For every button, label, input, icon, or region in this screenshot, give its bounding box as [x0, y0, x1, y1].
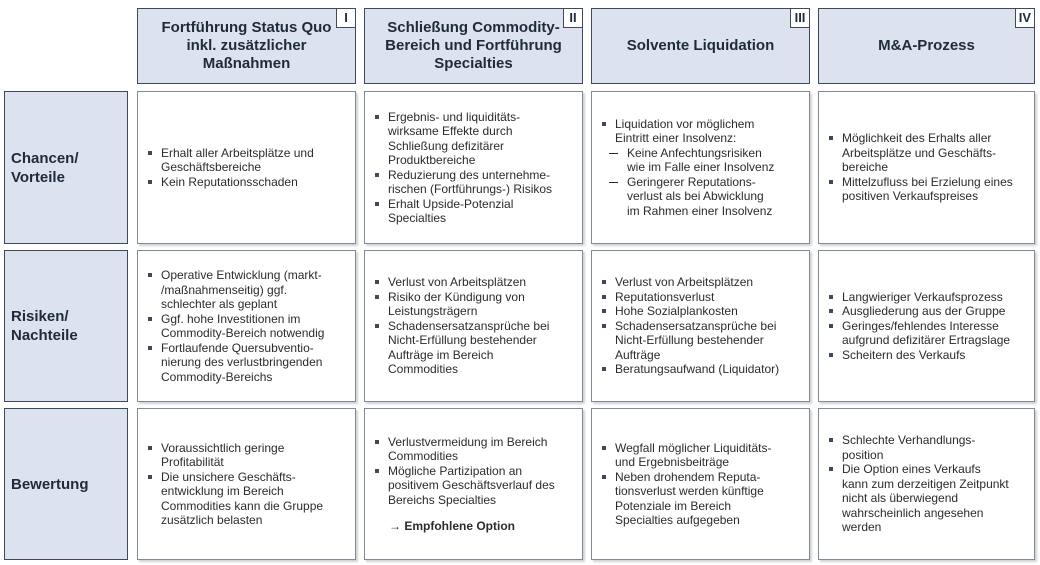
- option-number-badge: IV: [1015, 8, 1035, 28]
- bullet-item: Möglichkeit des Erhalts aller Arbeitsplätze und Geschäfts- bereiche: [827, 131, 1024, 175]
- bullet-item: Verlustvermeidung im Bereich Commodities: [373, 435, 572, 464]
- bullet-item: Mittelzufluss bei Erzielung eines positiven Verkaufspreises: [827, 175, 1024, 204]
- bullet-list: [600, 441, 799, 528]
- column-header-title: Solvente Liquidation: [626, 37, 775, 54]
- bullet-item: Die Option eines Verkaufs kann zum derzeitigen Zeitpunkt nicht als überwiegend wahrscheinlich angesehen werden: [827, 462, 1024, 535]
- bullet-item: Schlechte Verhandlungs- position: [827, 433, 1024, 462]
- bullet-item: Scheitern des Verkaufs: [827, 348, 1024, 363]
- bullet-item: Operative Entwicklung (markt- /maßnahmenseitig) ggf. schlechter als geplant: [146, 268, 345, 312]
- bullet-list: [827, 433, 1024, 535]
- option-number-badge: I: [336, 8, 356, 28]
- bullet-list: [600, 117, 799, 146]
- recommended-option-label: → Empfohlene Option: [389, 519, 515, 533]
- bullet-item: Voraussichtlich geringe Profitabilität: [146, 441, 345, 470]
- cell-bewertung-closure: [364, 408, 583, 560]
- bullet-item: Kein Reputationsschaden: [146, 175, 345, 190]
- bullet-item: Die unsichere Geschäfts- entwicklung im Bereich Commodities kann die Gruppe zusätzlich belasten: [146, 470, 345, 528]
- bullet-item: Risiko der Kündigung von Leistungsträgern: [373, 290, 572, 319]
- bullet-item: Langwieriger Verkaufsprozess: [827, 290, 1024, 305]
- bullet-list: [827, 290, 1024, 363]
- cell-risiken-ma: [818, 250, 1035, 402]
- row-label-bewertung: Bewertung: [4, 408, 128, 560]
- column-header-solvent-liquidation: [591, 8, 810, 84]
- bullet-item: Reputationsverlust: [600, 290, 799, 305]
- sub-bullet-list: [600, 146, 799, 219]
- column-header-title: Schließung Commodity- Bereich und Fortführung Specialties: [385, 19, 562, 72]
- bullet-item: Mögliche Partizipation an positivem Geschäftsverlauf des Bereichs Specialties: [373, 464, 572, 508]
- sub-bullet-item: Keine Anfechtungsrisiken wie im Falle einer Insolvenz: [600, 146, 799, 175]
- cell-risiken-status-quo: [137, 250, 356, 402]
- bullet-list: [600, 275, 799, 377]
- cell-chancen-status-quo: [137, 91, 356, 244]
- bullet-item: Liquidation vor möglichem Eintritt einer Insolvenz:: [600, 117, 799, 146]
- bullet-list: [827, 131, 1024, 204]
- column-header-title: Fortführung Status Quo inkl. zusätzlicher Maßnahmen: [161, 19, 332, 72]
- cell-risiken-closure: [364, 250, 583, 402]
- column-header-title: M&A-Prozess: [878, 37, 975, 54]
- bullet-item: Erhalt Upside-Potenzial Specialties: [373, 197, 572, 226]
- cell-chancen-ma: [818, 91, 1035, 244]
- option-number-badge: II: [563, 8, 583, 28]
- column-header-status-quo: [137, 8, 356, 84]
- bullet-list: [373, 435, 572, 508]
- cell-bewertung-liquidation: [591, 408, 810, 560]
- bullet-list: [373, 110, 572, 226]
- row-label-risiken: Risiken/ Nachteile: [4, 250, 128, 402]
- column-header-closure-commodity: [364, 8, 583, 84]
- bullet-item: Erhalt aller Arbeitsplätze und Geschäftsbereiche: [146, 146, 345, 175]
- bullet-item: Verlust von Arbeitsplätzen: [373, 275, 572, 290]
- cell-bewertung-ma: [818, 408, 1035, 560]
- bullet-item: Ausgliederung aus der Gruppe: [827, 304, 1024, 319]
- option-number-badge: III: [790, 8, 810, 28]
- bullet-item: Hohe Sozialplankosten: [600, 304, 799, 319]
- bullet-item: Verlust von Arbeitsplätzen: [600, 275, 799, 290]
- sub-bullet-item: Geringerer Reputations- verlust als bei Abwicklung im Rahmen einer Insolvenz: [600, 175, 799, 219]
- cell-chancen-liquidation: [591, 91, 810, 244]
- cell-risiken-liquidation: [591, 250, 810, 402]
- bullet-item: Neben drohendem Reputa- tionsverlust werden künftige Potenziale im Bereich Specialties aufgegeben: [600, 470, 799, 528]
- bullet-list: [146, 441, 345, 528]
- bullet-list: [146, 146, 345, 190]
- row-label-chancen: Chancen/ Vorteile: [4, 91, 128, 244]
- bullet-item: Beratungsaufwand (Liquidator): [600, 362, 799, 377]
- bullet-item: Schadensersatzansprüche bei Nicht-Erfüllung bestehender Aufträge im Bereich Commodities: [373, 319, 572, 377]
- bullet-item: Fortlaufende Quersubventio- nierung des verlustbringenden Commodity-Bereichs: [146, 341, 345, 385]
- bullet-item: Wegfall möglicher Liquiditäts- und Ergebnisbeiträge: [600, 441, 799, 470]
- cell-bewertung-status-quo: [137, 408, 356, 560]
- bullet-item: Reduzierung des unternehme- rischen (Fortführungs-) Risikos: [373, 168, 572, 197]
- cell-chancen-closure: [364, 91, 583, 244]
- bullet-item: Ergebnis- und liquiditäts- wirksame Effekte durch Schließung defizitärer Produktbereiche: [373, 110, 572, 168]
- column-header-ma-process: [818, 8, 1035, 84]
- bullet-list: [146, 268, 345, 384]
- bullet-item: Schadensersatzansprüche bei Nicht-Erfüllung bestehender Aufträge: [600, 319, 799, 363]
- bullet-list: [373, 275, 572, 377]
- bullet-item: Ggf. hohe Investitionen im Commodity-Bereich notwendig: [146, 312, 345, 341]
- bullet-item: Geringes/fehlendes Interesse aufgrund defizitärer Ertragslage: [827, 319, 1024, 348]
